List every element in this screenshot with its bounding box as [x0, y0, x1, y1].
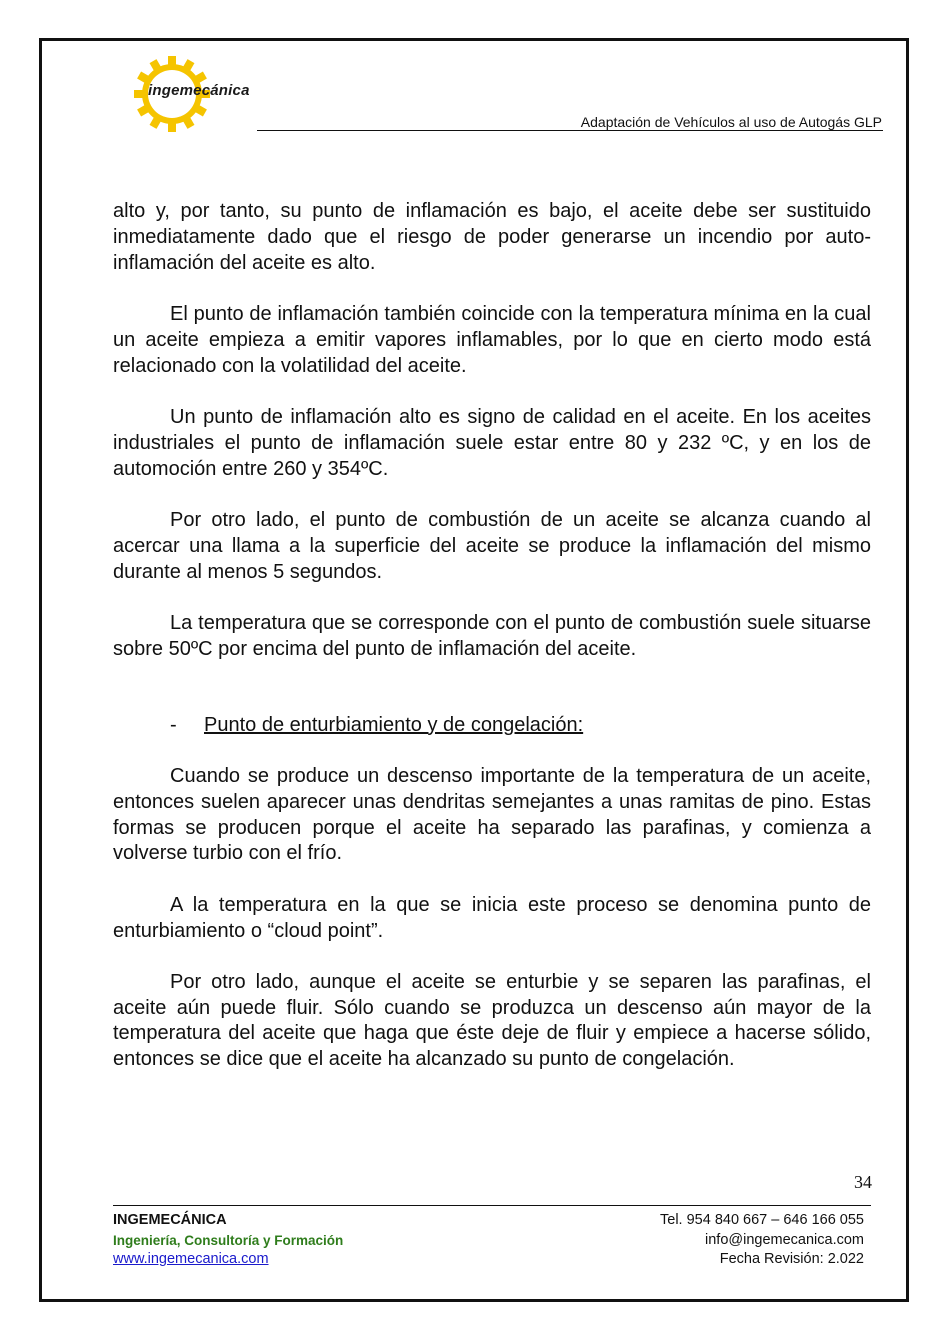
paragraph: El punto de inflamación también coincide con la temperatura mínima en la cual un aceite empieza a emitir vapores inflamables, por lo que en cierto modo está relacionado con la volatilidad del aceite. — [113, 302, 871, 377]
paragraph: Por otro lado, aunque el aceite se enturbie y se separen las parafinas, el aceite aún puede fluir. Sólo cuando se produzca un descenso aún mayor de la temperatura del aceite que haga que éste deje de fluir y empiece a hacerse sólido, entonces se dice que el aceite ha alcanzado su punto de congelación. — [113, 970, 871, 1071]
document-title: Adaptación de Vehículos al uso de Autogás GLP — [580, 114, 882, 130]
footer-divider — [113, 1205, 871, 1206]
bullet-dash: - — [170, 713, 177, 736]
footer-company-name: INGEMECÁNICA — [113, 1212, 227, 1228]
page-number: 34 — [854, 1172, 872, 1192]
footer-contact-info — [660, 1211, 864, 1270]
paragraph: La temperatura que se corresponde con el punto de combustión suele situarse sobre 50ºC por encima del punto de inflamación del aceite. — [113, 611, 871, 660]
paragraph: Un punto de inflamación alto es signo de calidad en el aceite. En los aceites industriales el punto de inflamación suele estar entre 80 y 232 ºC, y en los de automoción entre 260 y 354ºC. — [113, 405, 871, 480]
document-body — [113, 199, 871, 1099]
logo-text: ingemecánica — [148, 82, 250, 99]
paragraph: Cuando se produce un descenso importante de la temperatura de un aceite, entonces suelen aparecer unas dendritas semejantes a unas ramitas de pino. Estas formas se producen porque el aceite ha separado las parafinas, y comienza a volverse turbio con el frío. — [113, 764, 871, 865]
footer-revision-date: Fecha Revisión: 2.022 — [719, 1251, 864, 1267]
paragraph: alto y, por tanto, su punto de inflamación es bajo, el aceite debe ser sustituido inmediatamente dado que el riesgo de poder generarse un incendio por auto-inflamación del aceite es alto. — [113, 200, 871, 274]
section-subheading — [170, 713, 871, 739]
footer-phone: Tel. 954 840 667 – 646 166 055 — [660, 1212, 864, 1228]
footer-tagline: Ingeniería, Consultoría y Formación — [113, 1232, 344, 1248]
website-link[interactable]: www.ingemecanica.com — [113, 1251, 269, 1267]
paragraph: A la temperatura en la que se inicia este proceso se denomina punto de enturbiamiento o “cloud point”. — [113, 893, 871, 942]
header-divider — [257, 130, 883, 131]
footer-company-info — [113, 1211, 343, 1270]
paragraph: Por otro lado, el punto de combustión de un aceite se alcanza cuando al acercar una llama a la superficie del aceite se produce la inflamación del mismo durante al menos 5 segundos. — [113, 508, 871, 583]
footer-email: info@ingemecanica.com — [705, 1231, 864, 1248]
subheading-label: Punto de enturbiamiento y de congelación: — [204, 713, 584, 736]
